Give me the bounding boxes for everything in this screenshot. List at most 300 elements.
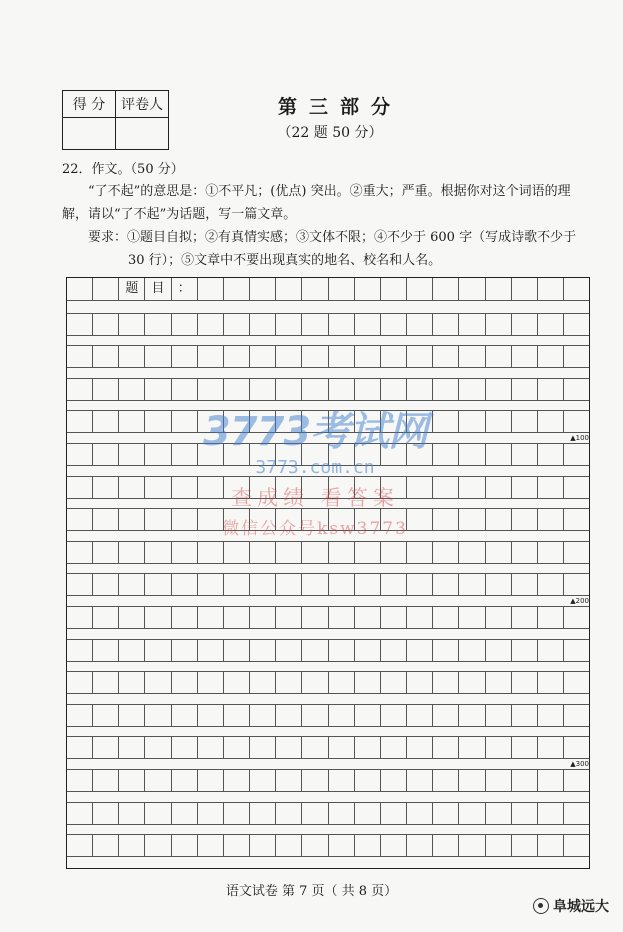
grid-cell[interactable]	[198, 606, 224, 629]
grid-cell[interactable]	[224, 606, 250, 629]
grid-cell[interactable]	[172, 606, 198, 629]
grid-cell[interactable]	[224, 704, 250, 727]
grid-cell[interactable]	[459, 541, 485, 564]
grid-cell[interactable]	[538, 834, 564, 857]
grid-cell[interactable]	[459, 476, 485, 499]
grid-cell[interactable]	[172, 769, 198, 792]
grid-cell[interactable]	[538, 639, 564, 662]
grid-cell[interactable]	[381, 671, 407, 694]
grid-cell[interactable]	[459, 671, 485, 694]
grid-cell[interactable]	[433, 573, 459, 596]
grid-cell[interactable]	[512, 443, 538, 466]
grid-cell[interactable]	[512, 313, 538, 336]
grid-cell[interactable]	[459, 410, 485, 433]
grid-cell[interactable]	[538, 573, 564, 596]
grid-cell[interactable]	[381, 278, 407, 301]
grid-cell[interactable]	[512, 378, 538, 401]
grid-cell[interactable]	[250, 313, 276, 336]
grid-cell[interactable]	[198, 704, 224, 727]
grid-cell[interactable]	[564, 378, 589, 401]
grid-cell[interactable]	[198, 802, 224, 825]
grid-cell[interactable]	[93, 704, 119, 727]
grid-cell[interactable]	[93, 769, 119, 792]
grid-cell[interactable]	[93, 313, 119, 336]
grid-cell[interactable]	[302, 769, 328, 792]
grid-cell[interactable]	[512, 606, 538, 629]
grid-cell[interactable]	[67, 541, 93, 564]
grid-cell[interactable]	[407, 541, 433, 564]
grid-cell[interactable]	[433, 345, 459, 368]
grid-cell[interactable]	[433, 313, 459, 336]
grid-cell[interactable]	[486, 802, 512, 825]
grid-cell[interactable]	[67, 736, 93, 759]
grid-cell[interactable]	[224, 573, 250, 596]
grid-cell[interactable]	[564, 704, 589, 727]
grid-cell[interactable]	[198, 278, 224, 301]
grid-cell[interactable]	[355, 834, 381, 857]
grid-cell[interactable]	[355, 704, 381, 727]
grid-cell[interactable]	[407, 736, 433, 759]
grid-cell[interactable]	[119, 476, 145, 499]
grid-cell[interactable]	[433, 606, 459, 629]
grid-cell[interactable]	[407, 278, 433, 301]
grid-cell[interactable]	[459, 606, 485, 629]
grid-cell[interactable]	[145, 802, 171, 825]
grid-cell[interactable]	[512, 541, 538, 564]
grid-cell[interactable]	[119, 671, 145, 694]
grid-cell[interactable]	[224, 378, 250, 401]
grid-cell[interactable]	[145, 378, 171, 401]
grid-cell[interactable]	[433, 541, 459, 564]
grid-cell[interactable]	[329, 769, 355, 792]
grid-cell[interactable]	[538, 606, 564, 629]
grid-cell[interactable]	[119, 541, 145, 564]
grid-cell[interactable]	[145, 508, 171, 531]
grid-cell[interactable]	[93, 476, 119, 499]
grid-cell[interactable]	[172, 802, 198, 825]
grid-cell[interactable]	[355, 573, 381, 596]
grid-cell[interactable]	[276, 541, 302, 564]
grid-cell[interactable]	[119, 313, 145, 336]
grid-cell[interactable]	[145, 573, 171, 596]
grid-cell[interactable]	[198, 769, 224, 792]
grid-cell[interactable]	[172, 573, 198, 596]
grid-cell[interactable]	[355, 313, 381, 336]
grid-cell[interactable]	[486, 736, 512, 759]
grid-cell[interactable]	[276, 313, 302, 336]
grid-cell[interactable]	[564, 736, 589, 759]
grid-cell[interactable]	[276, 704, 302, 727]
grader-field[interactable]	[116, 118, 169, 150]
grid-cell[interactable]	[93, 508, 119, 531]
grid-cell[interactable]	[512, 573, 538, 596]
grid-cell[interactable]	[198, 345, 224, 368]
grid-cell[interactable]	[381, 606, 407, 629]
grid-cell[interactable]	[407, 834, 433, 857]
grid-cell[interactable]	[355, 278, 381, 301]
grid-cell[interactable]	[355, 769, 381, 792]
grid-cell[interactable]	[486, 476, 512, 499]
grid-cell[interactable]	[67, 278, 93, 301]
writing-grid[interactable]	[66, 277, 590, 869]
grid-cell[interactable]	[302, 541, 328, 564]
grid-cell[interactable]	[407, 606, 433, 629]
grid-cell[interactable]	[67, 802, 93, 825]
grid-cell[interactable]	[67, 671, 93, 694]
grid-cell[interactable]	[512, 671, 538, 694]
grid-cell[interactable]	[67, 345, 93, 368]
grid-cell[interactable]	[67, 639, 93, 662]
grid-cell[interactable]	[302, 573, 328, 596]
grid-cell[interactable]	[145, 345, 171, 368]
grid-cell[interactable]	[459, 278, 485, 301]
grid-cell[interactable]	[355, 541, 381, 564]
grid-cell[interactable]	[329, 573, 355, 596]
grid-cell[interactable]	[381, 704, 407, 727]
grid-cell[interactable]	[145, 606, 171, 629]
grid-cell[interactable]	[119, 378, 145, 401]
grid-cell[interactable]	[119, 508, 145, 531]
grid-cell[interactable]	[329, 639, 355, 662]
grid-cell[interactable]	[486, 410, 512, 433]
grid-cell[interactable]	[224, 278, 250, 301]
grid-cell[interactable]	[276, 834, 302, 857]
grid-cell[interactable]	[224, 671, 250, 694]
grid-cell[interactable]	[407, 345, 433, 368]
grid-cell[interactable]	[564, 671, 589, 694]
grid-cell[interactable]	[564, 410, 589, 433]
grid-cell[interactable]	[512, 704, 538, 727]
grid-cell[interactable]	[145, 671, 171, 694]
grid-cell[interactable]	[512, 639, 538, 662]
grid-cell[interactable]	[329, 345, 355, 368]
grid-cell[interactable]	[250, 606, 276, 629]
grid-cell[interactable]	[224, 736, 250, 759]
score-field[interactable]	[63, 118, 116, 150]
grid-cell[interactable]	[250, 736, 276, 759]
grid-cell[interactable]	[486, 378, 512, 401]
grid-cell[interactable]	[276, 606, 302, 629]
grid-cell[interactable]	[486, 443, 512, 466]
grid-cell[interactable]	[486, 573, 512, 596]
grid-cell[interactable]	[329, 704, 355, 727]
grid-cell[interactable]	[67, 769, 93, 792]
grid-cell[interactable]	[119, 704, 145, 727]
grid-cell[interactable]	[93, 639, 119, 662]
grid-cell[interactable]	[93, 802, 119, 825]
grid-cell[interactable]	[67, 508, 93, 531]
grid-cell[interactable]	[67, 313, 93, 336]
grid-cell[interactable]	[250, 769, 276, 792]
grid-cell[interactable]	[433, 278, 459, 301]
grid-cell[interactable]	[329, 736, 355, 759]
grid-cell[interactable]	[459, 704, 485, 727]
grid-cell[interactable]	[459, 345, 485, 368]
grid-cell[interactable]	[486, 541, 512, 564]
grid-cell[interactable]	[276, 671, 302, 694]
grid-cell[interactable]	[172, 313, 198, 336]
grid-cell[interactable]	[355, 606, 381, 629]
grid-cell[interactable]	[93, 278, 119, 301]
grid-cell[interactable]	[198, 639, 224, 662]
grid-cell[interactable]	[433, 736, 459, 759]
grid-cell[interactable]	[407, 573, 433, 596]
grid-cell[interactable]	[486, 704, 512, 727]
grid-cell[interactable]	[119, 345, 145, 368]
grid-cell[interactable]	[250, 573, 276, 596]
grid-cell[interactable]	[302, 278, 328, 301]
grid-cell[interactable]	[93, 606, 119, 629]
grid-cell[interactable]	[538, 313, 564, 336]
grid-cell[interactable]	[381, 378, 407, 401]
grid-cell[interactable]	[250, 378, 276, 401]
grid-cell[interactable]	[329, 802, 355, 825]
grid-cell[interactable]	[198, 736, 224, 759]
grid-cell[interactable]	[276, 573, 302, 596]
grid-cell[interactable]	[381, 313, 407, 336]
grid-cell[interactable]	[433, 704, 459, 727]
grid-cell[interactable]	[355, 378, 381, 401]
grid-cell[interactable]	[459, 443, 485, 466]
grid-cell[interactable]	[538, 802, 564, 825]
grid-cell[interactable]	[145, 639, 171, 662]
grid-cell[interactable]	[433, 834, 459, 857]
grid-cell[interactable]	[512, 508, 538, 531]
grid-cell[interactable]	[119, 606, 145, 629]
grid-cell[interactable]	[172, 541, 198, 564]
grid-cell[interactable]	[538, 410, 564, 433]
grid-cell[interactable]	[538, 736, 564, 759]
grid-cell[interactable]	[329, 313, 355, 336]
grid-cell[interactable]	[93, 573, 119, 596]
grid-cell[interactable]	[119, 573, 145, 596]
grid-cell[interactable]	[172, 378, 198, 401]
grid-cell[interactable]	[486, 606, 512, 629]
grid-cell[interactable]	[433, 378, 459, 401]
grid-cell[interactable]	[407, 671, 433, 694]
grid-cell[interactable]	[250, 541, 276, 564]
grid-cell[interactable]	[329, 541, 355, 564]
grid-cell[interactable]	[145, 410, 171, 433]
grid-cell[interactable]	[172, 834, 198, 857]
grid-cell[interactable]	[302, 736, 328, 759]
grid-cell[interactable]	[198, 671, 224, 694]
grid-cell[interactable]	[93, 410, 119, 433]
grid-cell[interactable]	[67, 476, 93, 499]
grid-cell[interactable]	[172, 704, 198, 727]
grid-cell[interactable]	[224, 345, 250, 368]
grid-cell[interactable]	[564, 313, 589, 336]
grid-cell[interactable]	[407, 378, 433, 401]
grid-cell[interactable]	[564, 541, 589, 564]
grid-cell[interactable]	[381, 639, 407, 662]
grid-cell[interactable]	[381, 834, 407, 857]
grid-cell[interactable]	[538, 443, 564, 466]
grid-cell[interactable]	[276, 736, 302, 759]
grid-cell[interactable]	[172, 671, 198, 694]
grid-cell[interactable]	[407, 639, 433, 662]
grid-cell[interactable]	[381, 802, 407, 825]
grid-cell[interactable]	[486, 313, 512, 336]
grid-cell[interactable]	[93, 834, 119, 857]
grid-cell[interactable]	[433, 671, 459, 694]
grid-cell[interactable]	[198, 573, 224, 596]
grid-cell[interactable]	[407, 313, 433, 336]
grid-cell[interactable]	[486, 345, 512, 368]
grid-cell[interactable]	[538, 378, 564, 401]
grid-cell[interactable]	[512, 769, 538, 792]
grid-cell[interactable]	[407, 704, 433, 727]
grid-cell[interactable]	[302, 313, 328, 336]
grid-cell[interactable]	[486, 671, 512, 694]
grid-cell[interactable]	[93, 378, 119, 401]
grid-cell[interactable]	[250, 834, 276, 857]
grid-cell[interactable]	[459, 508, 485, 531]
grid-cell[interactable]	[564, 769, 589, 792]
grid-cell[interactable]	[329, 378, 355, 401]
grid-cell[interactable]	[67, 606, 93, 629]
grid-cell[interactable]	[486, 508, 512, 531]
grid-cell[interactable]	[67, 573, 93, 596]
grid-cell[interactable]	[145, 476, 171, 499]
grid-cell[interactable]	[564, 476, 589, 499]
grid-cell[interactable]	[381, 541, 407, 564]
grid-cell[interactable]	[538, 476, 564, 499]
grid-cell[interactable]	[302, 671, 328, 694]
grid-cell[interactable]	[198, 834, 224, 857]
grid-cell[interactable]	[302, 639, 328, 662]
grid-cell[interactable]	[250, 278, 276, 301]
grid-cell[interactable]	[224, 313, 250, 336]
grid-cell[interactable]	[302, 834, 328, 857]
grid-cell[interactable]	[355, 345, 381, 368]
grid-cell[interactable]	[119, 410, 145, 433]
grid-cell[interactable]	[119, 443, 145, 466]
grid-cell[interactable]	[486, 769, 512, 792]
grid-cell[interactable]	[355, 671, 381, 694]
grid-cell[interactable]	[145, 443, 171, 466]
grid-cell[interactable]	[93, 736, 119, 759]
grid-cell[interactable]	[486, 834, 512, 857]
grid-cell[interactable]	[459, 573, 485, 596]
grid-cell[interactable]	[329, 834, 355, 857]
grid-cell[interactable]	[564, 278, 589, 301]
grid-cell[interactable]	[67, 443, 93, 466]
grid-cell[interactable]	[486, 639, 512, 662]
grid-cell[interactable]	[198, 378, 224, 401]
grid-cell[interactable]	[564, 443, 589, 466]
grid-cell[interactable]	[538, 345, 564, 368]
grid-cell[interactable]	[250, 639, 276, 662]
grid-cell[interactable]	[93, 443, 119, 466]
grid-cell[interactable]	[459, 736, 485, 759]
grid-cell[interactable]	[538, 541, 564, 564]
grid-cell[interactable]	[512, 410, 538, 433]
grid-cell[interactable]	[381, 769, 407, 792]
grid-cell[interactable]	[329, 606, 355, 629]
grid-cell[interactable]	[67, 410, 93, 433]
grid-cell[interactable]	[250, 671, 276, 694]
grid-cell[interactable]	[564, 508, 589, 531]
grid-cell[interactable]	[93, 345, 119, 368]
grid-cell[interactable]	[459, 378, 485, 401]
grid-cell[interactable]	[512, 476, 538, 499]
grid-cell[interactable]	[512, 345, 538, 368]
grid-cell[interactable]	[329, 278, 355, 301]
grid-cell[interactable]	[512, 834, 538, 857]
grid-cell[interactable]	[355, 639, 381, 662]
grid-cell[interactable]	[538, 769, 564, 792]
grid-cell[interactable]	[276, 802, 302, 825]
grid-cell[interactable]	[276, 769, 302, 792]
grid-cell[interactable]	[459, 769, 485, 792]
grid-cell[interactable]	[564, 345, 589, 368]
grid-cell[interactable]	[67, 834, 93, 857]
grid-cell[interactable]	[538, 278, 564, 301]
grid-cell[interactable]	[198, 541, 224, 564]
grid-cell[interactable]	[355, 802, 381, 825]
grid-cell[interactable]	[459, 802, 485, 825]
grid-cell[interactable]	[538, 704, 564, 727]
grid-cell[interactable]	[145, 313, 171, 336]
grid-cell[interactable]	[224, 802, 250, 825]
grid-cell[interactable]	[564, 606, 589, 629]
grid-cell[interactable]	[302, 802, 328, 825]
grid-cell[interactable]	[119, 639, 145, 662]
grid-cell[interactable]	[329, 671, 355, 694]
grid-cell[interactable]	[302, 345, 328, 368]
grid-cell[interactable]	[512, 802, 538, 825]
grid-cell[interactable]	[433, 639, 459, 662]
grid-cell[interactable]	[276, 378, 302, 401]
grid-cell[interactable]	[512, 278, 538, 301]
grid-cell[interactable]	[564, 573, 589, 596]
grid-cell[interactable]	[250, 704, 276, 727]
grid-cell[interactable]	[67, 378, 93, 401]
grid-cell[interactable]	[276, 345, 302, 368]
grid-cell[interactable]	[172, 639, 198, 662]
grid-cell[interactable]	[302, 606, 328, 629]
grid-cell[interactable]	[198, 313, 224, 336]
grid-cell[interactable]	[433, 802, 459, 825]
grid-cell[interactable]	[93, 541, 119, 564]
grid-cell[interactable]	[145, 834, 171, 857]
grid-cell[interactable]	[224, 541, 250, 564]
grid-cell[interactable]	[564, 802, 589, 825]
grid-cell[interactable]	[224, 834, 250, 857]
grid-cell[interactable]	[224, 769, 250, 792]
grid-cell[interactable]	[459, 639, 485, 662]
grid-cell[interactable]	[381, 345, 407, 368]
grid-cell[interactable]	[407, 802, 433, 825]
grid-cell[interactable]	[172, 736, 198, 759]
grid-cell[interactable]	[93, 671, 119, 694]
grid-cell[interactable]	[145, 769, 171, 792]
grid-cell[interactable]	[119, 834, 145, 857]
grid-cell[interactable]	[407, 769, 433, 792]
grid-cell[interactable]	[119, 769, 145, 792]
grid-cell[interactable]	[67, 704, 93, 727]
grid-cell[interactable]	[512, 736, 538, 759]
grid-cell[interactable]	[250, 345, 276, 368]
grid-cell[interactable]	[459, 313, 485, 336]
grid-cell[interactable]	[564, 834, 589, 857]
grid-cell[interactable]	[276, 278, 302, 301]
grid-cell[interactable]	[381, 573, 407, 596]
grid-cell[interactable]	[302, 704, 328, 727]
grid-cell[interactable]	[145, 541, 171, 564]
grid-cell[interactable]	[145, 736, 171, 759]
